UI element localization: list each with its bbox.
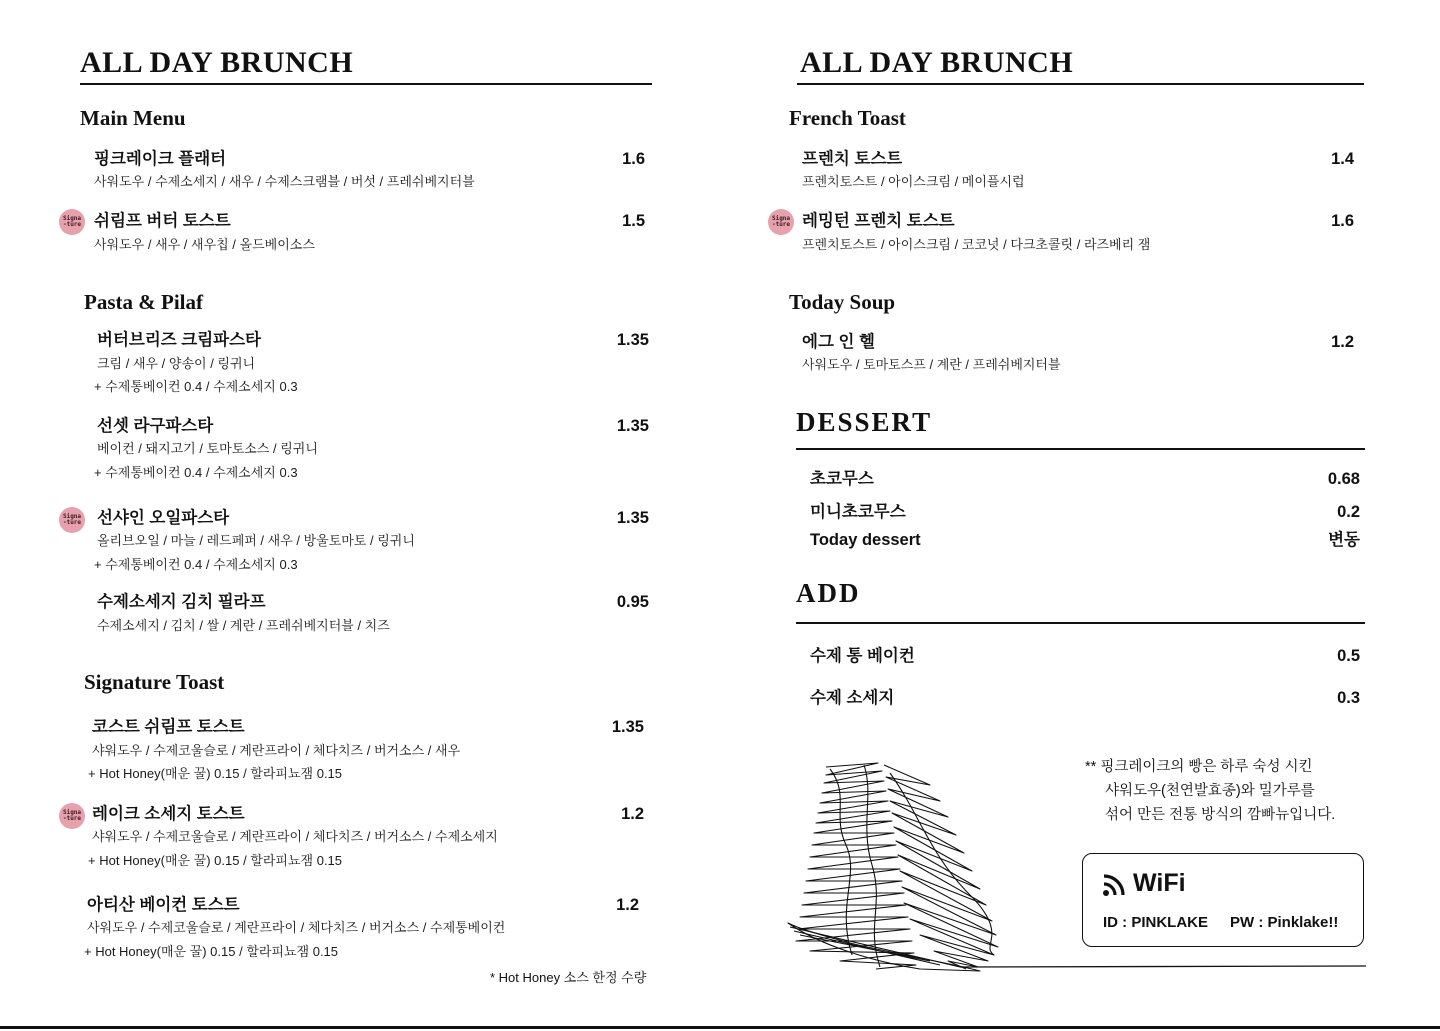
- section-heading-pasta-pilaf: Pasta & Pilaf: [84, 290, 203, 314]
- menu-item-price: 1.6: [622, 150, 645, 168]
- menu-item-description: 샤워도우 / 수제코울슬로 / 계란프라이 / 체다치즈 / 버거소스 / 새우: [92, 743, 461, 758]
- menu-item-name: 아티산 베이컨 토스트: [87, 896, 240, 914]
- menu-item-name: 쉬림프 버터 토스트: [94, 212, 231, 230]
- section-heading-signature-toast: Signature Toast: [84, 670, 225, 694]
- menu-item-description: 프렌치토스트 / 아이스크림 / 코코넛 / 다크초콜릿 / 라즈베리 잼: [802, 237, 1151, 252]
- add-item-name: 수제 통 베이컨: [810, 647, 915, 665]
- wifi-rss-icon: [1102, 873, 1126, 897]
- menu-item-name: 수제소세지 김치 필라프: [97, 593, 266, 611]
- title-underline: [797, 83, 1364, 85]
- menu-item-description: 사워도우 / 수제코울슬로 / 계란프라이 / 체다치즈 / 버거소스 / 수제통베이컨: [87, 920, 506, 935]
- bread-note-line: 섞어 만든 전통 방식의 깜빠뉴입니다.: [1105, 807, 1336, 823]
- dessert-item-name: Today dessert: [810, 531, 921, 549]
- add-item-name: 수제 소세지: [810, 689, 895, 707]
- section-heading-french-toast: French Toast: [789, 106, 906, 130]
- dessert-item-price: 0.68: [1327, 470, 1360, 488]
- add-item-price: 0.3: [1337, 689, 1360, 707]
- menu-item-description: 크림 / 새우 / 양송이 / 링귀니: [97, 356, 256, 371]
- menu-item-addon: + Hot Honey(매운 꿀) 0.15 / 할라피뇨잼 0.15: [88, 853, 343, 868]
- section-heading-add: ADD: [796, 578, 861, 608]
- wifi-id: ID : PINKLAKE: [1103, 914, 1208, 931]
- menu-item-addon: + Hot Honey(매운 꿀) 0.15 / 할라피뇨잼 0.15: [88, 766, 343, 781]
- wifi-label: WiFi: [1133, 869, 1186, 897]
- menu-item-price: 1.35: [616, 509, 649, 527]
- menu-item-addon: + 수제통베이컨 0.4 / 수제소세지 0.3: [94, 465, 298, 480]
- menu-item-name: 핑크레이크 플래터: [94, 150, 227, 168]
- signature-badge-icon: Signa -ture: [768, 209, 794, 235]
- menu-item-price: 1.4: [1331, 150, 1354, 168]
- menu-item-name: 프렌치 토스트: [802, 150, 903, 168]
- menu-item-description: 사워도우 / 토마토스프 / 계란 / 프레쉬베지터블: [802, 357, 1061, 372]
- menu-item-description: 올리브오일 / 마늘 / 레드페퍼 / 새우 / 방울토마토 / 링귀니: [97, 533, 415, 548]
- left-page-title: ALL DAY BRUNCH: [80, 46, 354, 79]
- signature-badge-icon: Signa -ture: [59, 209, 85, 235]
- menu-item-addon: + Hot Honey(매운 꿀) 0.15 / 할라피뇨잼 0.15: [84, 944, 339, 959]
- section-heading-today-soup: Today Soup: [789, 290, 896, 314]
- menu-item-description: 사워도우 / 새우 / 새우칩 / 올드베이소스: [94, 237, 315, 252]
- menu-item-price: 1.35: [611, 718, 644, 736]
- dessert-underline: [796, 448, 1365, 450]
- menu-item-description: 샤워도우 / 수제코울슬로 / 계란프라이 / 체다치즈 / 버거소스 / 수제소세지: [92, 829, 498, 844]
- menu-item-name: 레이크 소세지 토스트: [92, 805, 245, 823]
- menu-item-price: 1.2: [1331, 333, 1354, 351]
- menu-item-name: 버터브리즈 크림파스타: [97, 331, 261, 349]
- section-heading-main-menu: Main Menu: [80, 106, 186, 130]
- section-heading-dessert: DESSERT: [796, 407, 933, 437]
- add-item-price: 0.5: [1337, 647, 1360, 665]
- bread-note-line: ** 핑크레이크의 빵은 하루 숙성 시킨: [1085, 759, 1313, 775]
- signature-badge-icon: Signa -ture: [59, 803, 85, 829]
- add-underline: [796, 622, 1365, 624]
- wifi-info-box: [1082, 853, 1364, 947]
- menu-item-addon: + 수제통베이컨 0.4 / 수제소세지 0.3: [94, 557, 298, 572]
- dessert-item-name: 미니초코무스: [810, 503, 906, 521]
- menu-item-price: 1.35: [616, 331, 649, 349]
- dessert-item-name: 초코무스: [810, 470, 874, 488]
- menu-item-name: 에그 인 헬: [802, 333, 875, 351]
- bread-note-line: 샤워도우(천연발효종)와 밀가루를: [1105, 783, 1315, 799]
- wifi-password: PW : Pinklake!!: [1230, 914, 1339, 931]
- dessert-item-price: 0.2: [1337, 503, 1360, 521]
- menu-item-price: 1.35: [616, 417, 649, 435]
- hot-honey-limited-note: * Hot Honey 소스 한정 수량: [490, 970, 647, 985]
- menu-item-price: 1.2: [621, 805, 644, 823]
- menu-item-price: 0.95: [616, 593, 649, 611]
- menu-item-name: 선샤인 오일파스타: [97, 509, 230, 527]
- signature-badge-icon: Signa -ture: [59, 507, 85, 533]
- menu-item-price: 1.6: [1331, 212, 1354, 230]
- menu-item-price: 1.5: [622, 212, 645, 230]
- menu-item-name: 코스트 쉬림프 토스트: [92, 718, 245, 736]
- menu-item-name: 레밍턴 프렌치 토스트: [802, 212, 955, 230]
- menu-item-price: 1.2: [616, 896, 639, 914]
- title-underline: [80, 83, 652, 85]
- menu-item-description: 사워도우 / 수제소세지 / 새우 / 수제스크램블 / 버섯 / 프레쉬베지터블: [94, 174, 475, 189]
- menu-item-addon: + 수제통베이컨 0.4 / 수제소세지 0.3: [94, 379, 298, 394]
- page-bottom-border: [0, 1026, 1440, 1029]
- menu-item-description: 베이컨 / 돼지고기 / 토마토소스 / 링귀니: [97, 441, 318, 456]
- menu-item-description: 프렌치토스트 / 아이스크림 / 메이플시럽: [802, 174, 1025, 189]
- menu-item-name: 선셋 라구파스타: [97, 417, 214, 435]
- menu-item-description: 수제소세지 / 김치 / 쌀 / 계란 / 프레쉬베지터블 / 치즈: [97, 618, 390, 633]
- dessert-item-price: 변동: [1328, 531, 1360, 549]
- right-page-title: ALL DAY BRUNCH: [800, 46, 1074, 79]
